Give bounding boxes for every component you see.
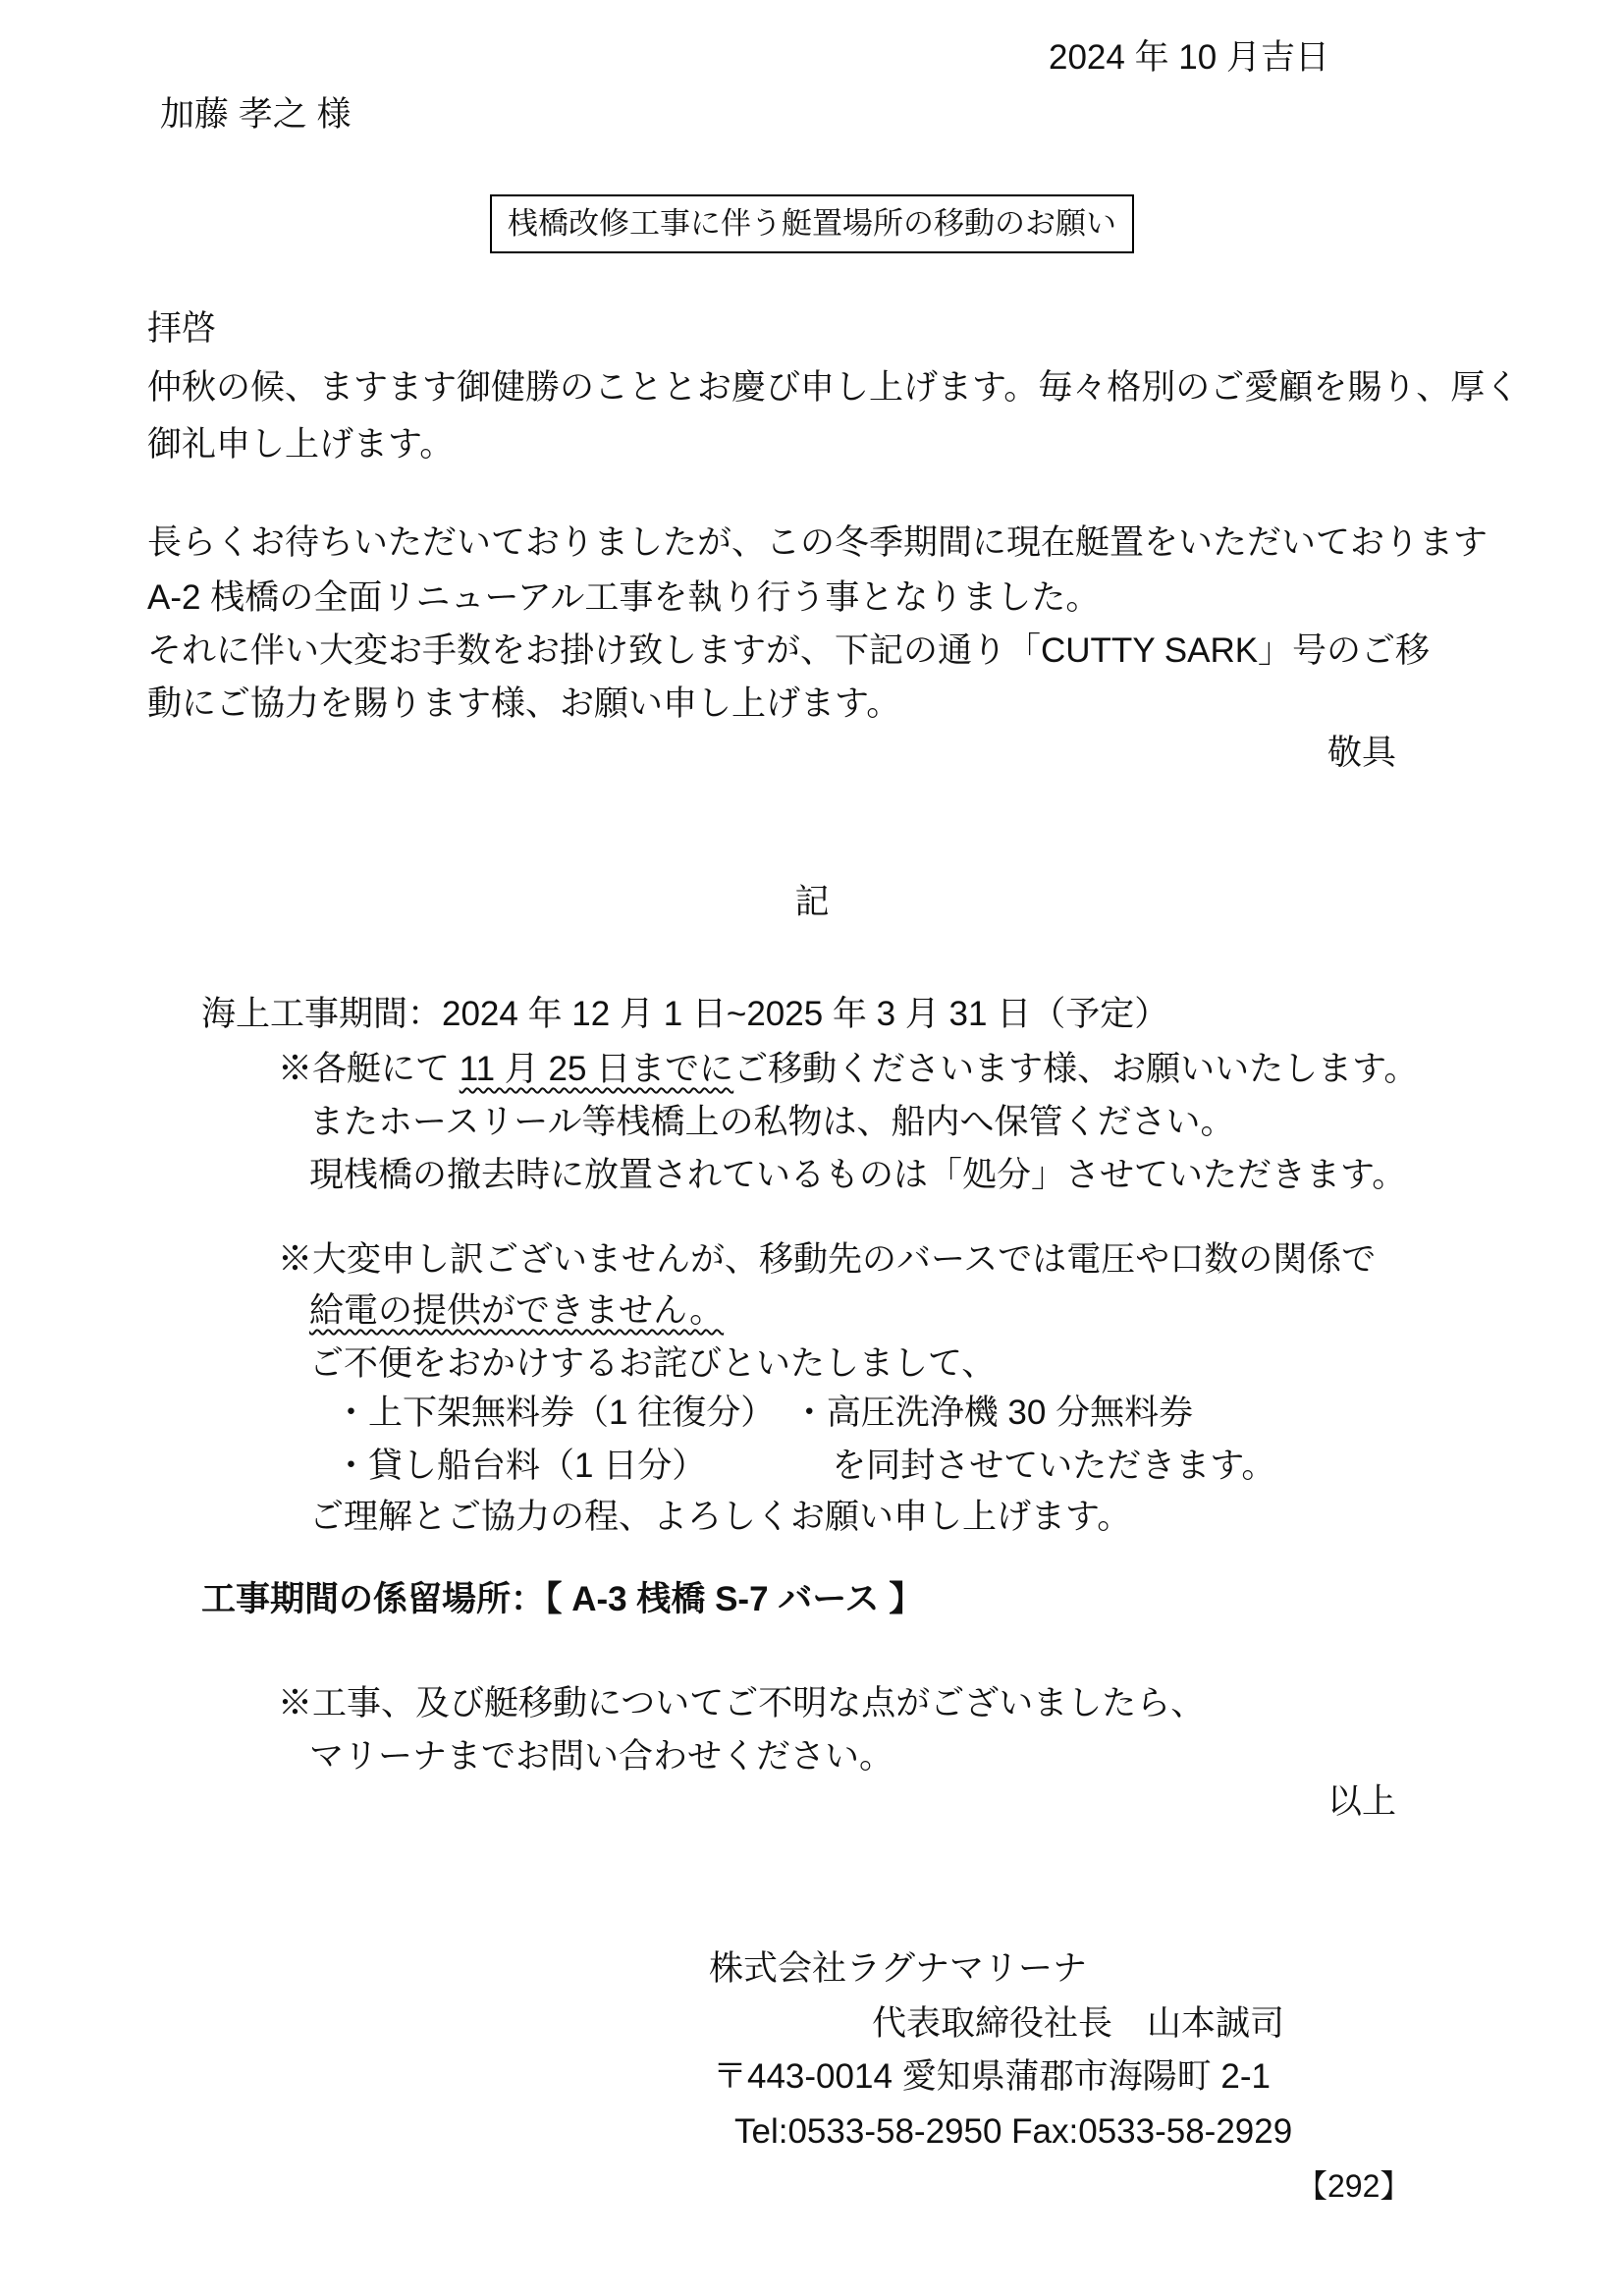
record-marker: 記 [794, 883, 830, 921]
company-telfax: Tel:0533-58-2950 Fax:0533-58-2929 [734, 2112, 1293, 2151]
body-line: 長らくお待ちいただいておりましたが、この冬季期間に現在艇置をいただいております [147, 523, 1489, 562]
body-line: 動にご協力を賜ります様、お願い申し上げます。 [147, 684, 901, 723]
deadline-suffix: ご移動くださいます様、お願いいたします。 [733, 1050, 1419, 1088]
company-address: 〒443-0014 愛知県蒲郡市海陽町 2-1 [713, 2057, 1271, 2096]
salutation: 拝啓 [147, 309, 217, 348]
letter-title: 桟橋改修工事に伴う艇置場所の移動のお願い [490, 194, 1134, 253]
private-items-note-line: またホースリール等桟橋上の私物は、船内へ保管ください。 [309, 1103, 1235, 1141]
deadline-prefix: ※各艇にて [278, 1050, 460, 1088]
company-name: 株式会社ラグナマリーナ [709, 1949, 1088, 1988]
coupon-line-1: ・上下架無料券（1 往復分） ・高圧洗浄機 30 分無料券 [334, 1394, 1194, 1432]
mooring-location-line [201, 1577, 923, 1622]
inconvenience-line: ご不便をおかけするお詫びといたしまして、 [309, 1344, 997, 1383]
representative-name: 代表取締役社長 山本誠司 [872, 2004, 1285, 2043]
power-unavailable-line [309, 1288, 724, 1334]
recipient-name: 加藤 孝之 様 [160, 95, 352, 134]
coupon-line-2 [334, 1444, 1275, 1489]
construction-period-line: 海上工事期間：2024 年 12 月 1 日~2025 年 3 月 31 日（予定） [201, 995, 1169, 1033]
greeting-line: 仲秋の候、ますます御健勝のこととお慶び申し上げます。毎々格別のご愛顧を賜り、厚く [147, 368, 1520, 407]
body-line: それに伴い大変お手数をお掛け致しますが、下記の通り「CUTTY SARK」号のご移 [147, 631, 1431, 670]
inquiry-contact-line: マリーナまでお問い合わせください。 [309, 1737, 894, 1776]
greeting-line: 御礼申し上げます。 [147, 425, 455, 464]
end-marker: 以上 [1327, 1782, 1397, 1821]
coupon-line-2-right: を同封させていただきます。 [832, 1447, 1276, 1485]
closing-keigu: 敬具 [1327, 734, 1397, 772]
deadline-underlined: 11 月 25 日までに [459, 1050, 734, 1088]
deadline-note-line [278, 1047, 1418, 1092]
disposal-note-line: 現桟橋の撤去時に放置されているものは「処分」させていただきます。 [309, 1156, 1407, 1194]
power-unavailable-underlined: 給電の提供ができません。 [309, 1291, 725, 1330]
body-line: A-2 桟橋の全面リニューアル工事を執り行う事となりました。 [147, 578, 1101, 617]
mooring-label: 工事期間の係留場所： [201, 1580, 546, 1618]
mooring-value: 【 A-3 桟橋 S-7 バース 】 [545, 1580, 924, 1618]
coupon-line-2-left: ・貸し船台料（1 日分） [334, 1447, 707, 1485]
letter-date: 2024 年 10 月吉日 [1049, 38, 1329, 77]
page-number: 【292】 [1296, 2168, 1412, 2204]
power-apology-line: ※大変申し訳ございませんが、移動先のバースでは電圧や口数の関係で [278, 1240, 1377, 1279]
inquiry-note-line: ※工事、及び艇移動についてご不明な点がございましたら、 [278, 1684, 1206, 1722]
understanding-line: ご理解とご協力の程、よろしくお願い申し上げます。 [309, 1498, 1132, 1536]
